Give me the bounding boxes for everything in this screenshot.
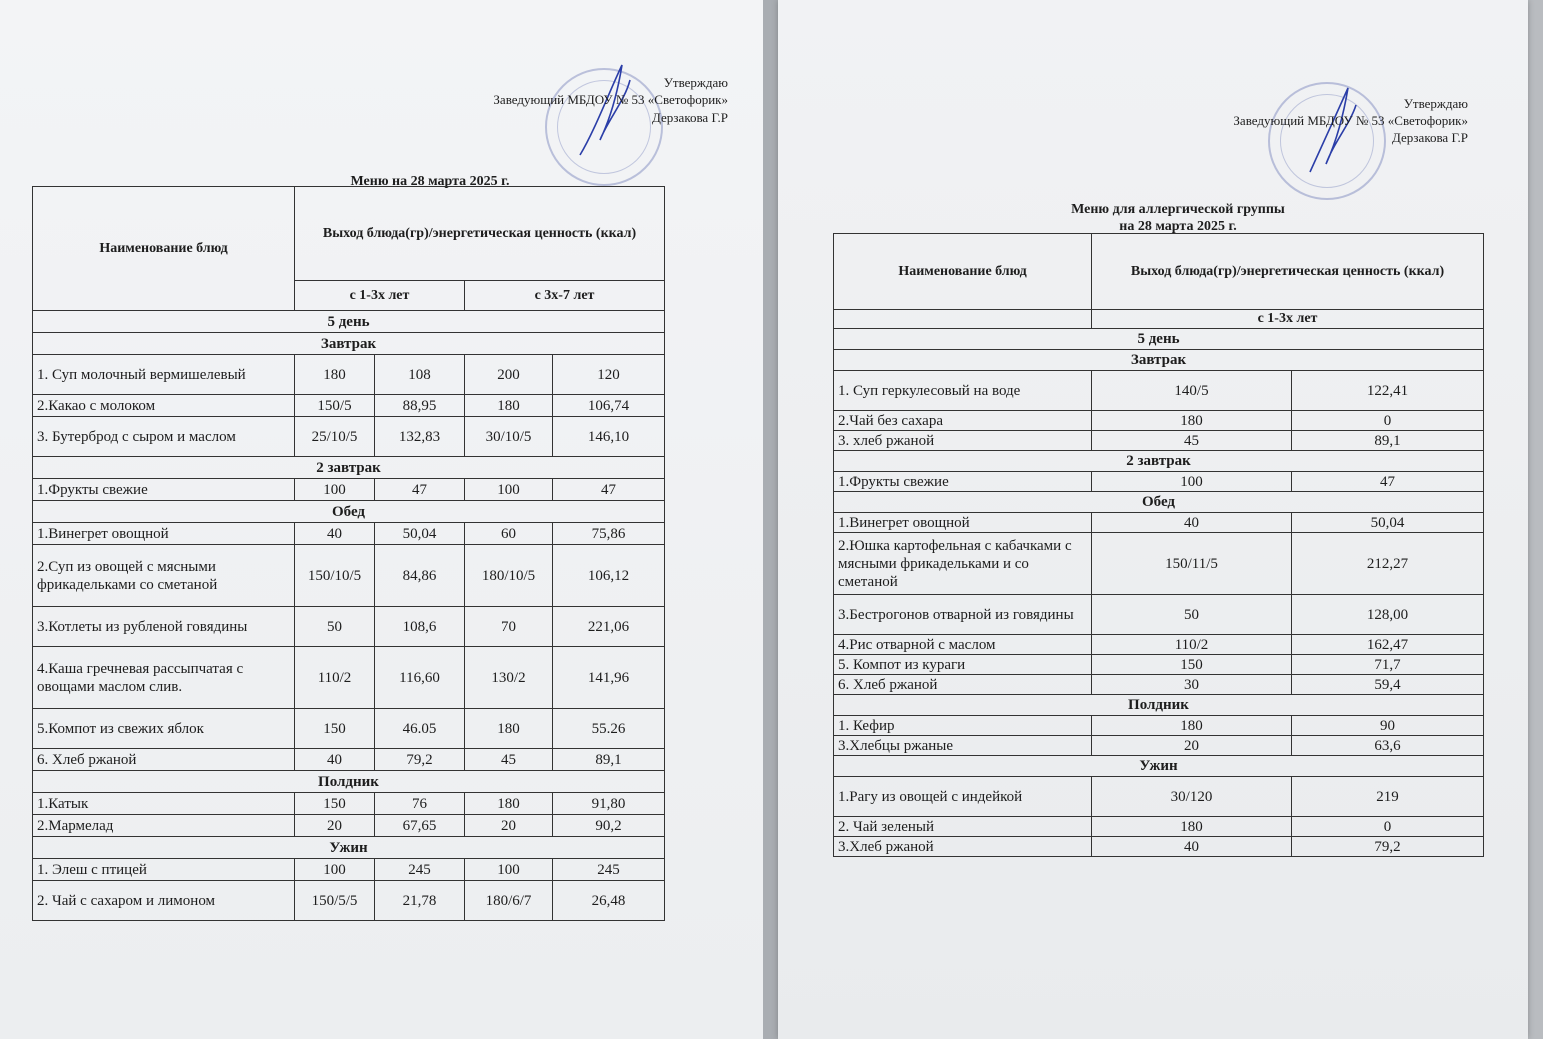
dish-value-v2: 50,04 bbox=[375, 523, 465, 545]
meal-section-title: Обед bbox=[834, 492, 1484, 513]
dish-value-v4: 55.26 bbox=[553, 709, 665, 749]
dish-value-v2: 245 bbox=[375, 859, 465, 881]
dish-value-v1: 110/2 bbox=[1092, 635, 1292, 655]
meal-section-row bbox=[834, 451, 1484, 472]
dish-name: 3.Бестрогонов отварной из говядины bbox=[834, 595, 1092, 635]
dish-value-v2: 108,6 bbox=[375, 607, 465, 647]
table-row bbox=[33, 749, 665, 771]
menu-title: Меню на 28 марта 2025 г. bbox=[350, 174, 510, 189]
dish-name: 3.Хлебцы ржаные bbox=[834, 736, 1092, 756]
header-dish-name: Наименование блюд bbox=[33, 187, 295, 311]
menu-title-line-1: Меню для аллергической группы bbox=[1071, 202, 1285, 217]
table-row bbox=[33, 355, 665, 395]
dish-value-v2: 71,7 bbox=[1292, 655, 1484, 675]
dish-value-v2: 212,27 bbox=[1292, 533, 1484, 595]
dish-name: 1.Винегрет овощной bbox=[834, 513, 1092, 533]
dish-value-v2: 84,86 bbox=[375, 545, 465, 607]
dish-value-v3: 60 bbox=[465, 523, 553, 545]
menu-title-line-2: на 28 марта 2025 г. bbox=[1119, 219, 1237, 234]
table-row bbox=[33, 815, 665, 837]
table-row bbox=[33, 523, 665, 545]
meal-section-title: Обед bbox=[33, 501, 665, 523]
dish-value-v1: 40 bbox=[295, 523, 375, 545]
dish-name: 2.Чай без сахара bbox=[834, 411, 1092, 431]
dish-value-v1: 50 bbox=[1092, 595, 1292, 635]
approval-line-3: Дерзакова Г.Р bbox=[651, 110, 728, 125]
table-row bbox=[834, 513, 1484, 533]
meal-section-row bbox=[33, 771, 665, 793]
meal-section-row bbox=[33, 457, 665, 479]
dish-value-v1: 30/120 bbox=[1092, 777, 1292, 817]
dish-name: 1. Суп геркулесовый на воде bbox=[834, 371, 1092, 411]
dish-value-v3: 200 bbox=[465, 355, 553, 395]
dish-value-v2: 47 bbox=[1292, 472, 1484, 492]
dish-name: 1.Винегрет овощной bbox=[33, 523, 295, 545]
table-row bbox=[33, 395, 665, 417]
dish-value-v1: 45 bbox=[1092, 431, 1292, 451]
dish-value-v2: 219 bbox=[1292, 777, 1484, 817]
meal-section-title: 2 завтрак bbox=[33, 457, 665, 479]
dish-name: 1.Фрукты свежие bbox=[834, 472, 1092, 492]
approval-line-1: Утверждаю bbox=[1403, 96, 1468, 111]
dish-value-v2: 47 bbox=[375, 479, 465, 501]
dish-value-v2: 63,6 bbox=[1292, 736, 1484, 756]
table-row bbox=[834, 837, 1484, 857]
dish-value-v3: 180/6/7 bbox=[465, 881, 553, 921]
table-row bbox=[33, 859, 665, 881]
dish-value-v2: 67,65 bbox=[375, 815, 465, 837]
dish-value-v1: 180 bbox=[1092, 716, 1292, 736]
dish-value-v1: 150 bbox=[1092, 655, 1292, 675]
dish-value-v1: 150/11/5 bbox=[1092, 533, 1292, 595]
dish-name: 2. Чай с сахаром и лимоном bbox=[33, 881, 295, 921]
table-row bbox=[33, 793, 665, 815]
table-row bbox=[834, 371, 1484, 411]
header-age-1-3: с 1-3х лет bbox=[1092, 310, 1484, 329]
allergy-menu-table bbox=[833, 233, 1484, 857]
dish-value-v1: 150 bbox=[295, 793, 375, 815]
approval-line-3: Дерзакова Г.Р bbox=[1391, 130, 1468, 145]
header-age-1-3: с 1-3х лет bbox=[295, 281, 465, 311]
dish-value-v1: 140/5 bbox=[1092, 371, 1292, 411]
dish-name: 3.Хлеб ржаной bbox=[834, 837, 1092, 857]
dish-value-v4: 91,80 bbox=[553, 793, 665, 815]
dish-value-v1: 150/10/5 bbox=[295, 545, 375, 607]
dish-value-v1: 100 bbox=[1092, 472, 1292, 492]
dish-value-v4: 26,48 bbox=[553, 881, 665, 921]
allergy-table-body bbox=[834, 329, 1484, 857]
table-row bbox=[834, 777, 1484, 817]
approval-block bbox=[408, 74, 728, 126]
dish-value-v2: 21,78 bbox=[375, 881, 465, 921]
dish-value-v2: 162,47 bbox=[1292, 635, 1484, 655]
dish-value-v2: 59,4 bbox=[1292, 675, 1484, 695]
dish-name: 1. Кефир bbox=[834, 716, 1092, 736]
meal-section-title: Завтрак bbox=[33, 333, 665, 355]
dish-name: 1.Катык bbox=[33, 793, 295, 815]
dish-value-v2: 88,95 bbox=[375, 395, 465, 417]
dish-value-v4: 75,86 bbox=[553, 523, 665, 545]
dish-value-v2: 0 bbox=[1292, 411, 1484, 431]
dish-value-v4: 245 bbox=[553, 859, 665, 881]
table-row bbox=[33, 479, 665, 501]
table-row bbox=[834, 431, 1484, 451]
dish-value-v2: 132,83 bbox=[375, 417, 465, 457]
dish-name: 5.Компот из свежих яблок bbox=[33, 709, 295, 749]
dish-value-v1: 40 bbox=[1092, 837, 1292, 857]
header-dish-name: Наименование блюд bbox=[834, 234, 1092, 310]
day-label: 5 день bbox=[33, 311, 665, 333]
dish-value-v2: 46.05 bbox=[375, 709, 465, 749]
dish-value-v1: 20 bbox=[295, 815, 375, 837]
dish-value-v1: 180 bbox=[1092, 817, 1292, 837]
meal-section-row bbox=[834, 695, 1484, 716]
dish-value-v2: 122,41 bbox=[1292, 371, 1484, 411]
sheet-edge bbox=[763, 0, 778, 1039]
dish-name: 2.Мармелад bbox=[33, 815, 295, 837]
meal-section-row bbox=[33, 333, 665, 355]
dish-value-v4: 146,10 bbox=[553, 417, 665, 457]
meal-section-row bbox=[834, 350, 1484, 371]
day-row bbox=[33, 311, 665, 333]
dish-name: 1. Суп молочный вермишелевый bbox=[33, 355, 295, 395]
dish-name: 1.Фрукты свежие bbox=[33, 479, 295, 501]
dish-name: 3. хлеб ржаной bbox=[834, 431, 1092, 451]
table-row bbox=[33, 545, 665, 607]
table-row bbox=[33, 417, 665, 457]
table-row bbox=[33, 647, 665, 709]
day-label: 5 день bbox=[834, 329, 1484, 350]
table-row bbox=[834, 736, 1484, 756]
dish-name: 4.Каша гречневая рассыпчатая с овощами маслом слив. bbox=[33, 647, 295, 709]
table-row bbox=[33, 881, 665, 921]
menu-title bbox=[978, 201, 1378, 235]
dish-value-v2: 89,1 bbox=[1292, 431, 1484, 451]
meal-section-title: Ужин bbox=[834, 756, 1484, 777]
dish-value-v4: 141,96 bbox=[553, 647, 665, 709]
dish-name: 3.Котлеты из рубленой говядины bbox=[33, 607, 295, 647]
table-row bbox=[834, 635, 1484, 655]
dish-value-v3: 180 bbox=[465, 709, 553, 749]
dish-value-v1: 40 bbox=[1092, 513, 1292, 533]
meal-section-row bbox=[834, 756, 1484, 777]
dish-name: 6. Хлеб ржаной bbox=[834, 675, 1092, 695]
dish-name: 2.Какао с молоком bbox=[33, 395, 295, 417]
dish-name: 2. Чай зеленый bbox=[834, 817, 1092, 837]
dish-value-v2: 108 bbox=[375, 355, 465, 395]
dish-name: 1.Рагу из овощей с индейкой bbox=[834, 777, 1092, 817]
table-row bbox=[834, 655, 1484, 675]
table-row bbox=[834, 675, 1484, 695]
table-row bbox=[834, 595, 1484, 635]
header-age-3-7: с 3х-7 лет bbox=[465, 281, 665, 311]
dish-value-v4: 47 bbox=[553, 479, 665, 501]
table-row bbox=[834, 472, 1484, 492]
dish-value-v2: 79,2 bbox=[1292, 837, 1484, 857]
meal-section-title: 2 завтрак bbox=[834, 451, 1484, 472]
dish-value-v1: 50 bbox=[295, 607, 375, 647]
dish-value-v2: 79,2 bbox=[375, 749, 465, 771]
dish-value-v2: 90 bbox=[1292, 716, 1484, 736]
table-row bbox=[834, 533, 1484, 595]
approval-line-1: Утверждаю bbox=[663, 75, 728, 90]
day-row bbox=[834, 329, 1484, 350]
meal-section-title: Полдник bbox=[33, 771, 665, 793]
dish-value-v4: 90,2 bbox=[553, 815, 665, 837]
meal-section-row bbox=[834, 492, 1484, 513]
table-row bbox=[834, 817, 1484, 837]
menu-table bbox=[32, 186, 665, 921]
table-row bbox=[834, 716, 1484, 736]
dish-value-v3: 180/10/5 bbox=[465, 545, 553, 607]
table-row bbox=[834, 411, 1484, 431]
dish-value-v1: 150 bbox=[295, 709, 375, 749]
dish-name: 3. Бутерброд с сыром и маслом bbox=[33, 417, 295, 457]
dish-value-v3: 180 bbox=[465, 395, 553, 417]
table-row bbox=[33, 709, 665, 749]
approval-line-2: Заведующий МБДОУ № 53 «Светофорик» bbox=[1233, 113, 1468, 128]
dish-value-v3: 30/10/5 bbox=[465, 417, 553, 457]
dish-value-v3: 20 bbox=[465, 815, 553, 837]
dish-value-v3: 130/2 bbox=[465, 647, 553, 709]
meal-section-title: Полдник bbox=[834, 695, 1484, 716]
dish-name: 2.Юшка картофельная с кабачками с мясными фрикадельками и со сметаной bbox=[834, 533, 1092, 595]
dish-value-v1: 25/10/5 bbox=[295, 417, 375, 457]
meal-section-title: Завтрак bbox=[834, 350, 1484, 371]
dish-value-v4: 106,74 bbox=[553, 395, 665, 417]
header-output: Выход блюда(гр)/энергетическая ценность (ккал) bbox=[295, 187, 665, 281]
dish-name: 2.Суп из овощей с мясными фрикадельками со сметаной bbox=[33, 545, 295, 607]
dish-value-v3: 100 bbox=[465, 479, 553, 501]
dish-value-v3: 100 bbox=[465, 859, 553, 881]
dish-value-v1: 110/2 bbox=[295, 647, 375, 709]
dish-name: 6. Хлеб ржаной bbox=[33, 749, 295, 771]
dish-value-v4: 221,06 bbox=[553, 607, 665, 647]
dish-value-v2: 50,04 bbox=[1292, 513, 1484, 533]
meal-section-row bbox=[33, 501, 665, 523]
dish-value-v1: 180 bbox=[1092, 411, 1292, 431]
dish-value-v1: 20 bbox=[1092, 736, 1292, 756]
dish-value-v4: 120 bbox=[553, 355, 665, 395]
dish-value-v4: 106,12 bbox=[553, 545, 665, 607]
dish-value-v1: 40 bbox=[295, 749, 375, 771]
dish-value-v3: 45 bbox=[465, 749, 553, 771]
dish-value-v2: 76 bbox=[375, 793, 465, 815]
dish-name: 1. Элеш с птицей bbox=[33, 859, 295, 881]
dish-name: 5. Компот из кураги bbox=[834, 655, 1092, 675]
dish-value-v1: 100 bbox=[295, 479, 375, 501]
dish-value-v1: 150/5/5 bbox=[295, 881, 375, 921]
dish-value-v2: 0 bbox=[1292, 817, 1484, 837]
dish-value-v3: 70 bbox=[465, 607, 553, 647]
table-row bbox=[33, 607, 665, 647]
meal-section-row bbox=[33, 837, 665, 859]
dish-value-v2: 128,00 bbox=[1292, 595, 1484, 635]
menu-table-body bbox=[33, 311, 665, 921]
dish-value-v3: 180 bbox=[465, 793, 553, 815]
dish-value-v2: 116,60 bbox=[375, 647, 465, 709]
approval-line-2: Заведующий МБДОУ № 53 «Светофорик» bbox=[493, 92, 728, 107]
dish-value-v1: 30 bbox=[1092, 675, 1292, 695]
header-output: Выход блюда(гр)/энергетическая ценность (ккал) bbox=[1092, 234, 1484, 310]
meal-section-title: Ужин bbox=[33, 837, 665, 859]
dish-value-v1: 180 bbox=[295, 355, 375, 395]
dish-value-v1: 150/5 bbox=[295, 395, 375, 417]
dish-value-v1: 100 bbox=[295, 859, 375, 881]
approval-block bbox=[1148, 95, 1468, 146]
dish-name: 4.Рис отварной с маслом bbox=[834, 635, 1092, 655]
dish-value-v4: 89,1 bbox=[553, 749, 665, 771]
